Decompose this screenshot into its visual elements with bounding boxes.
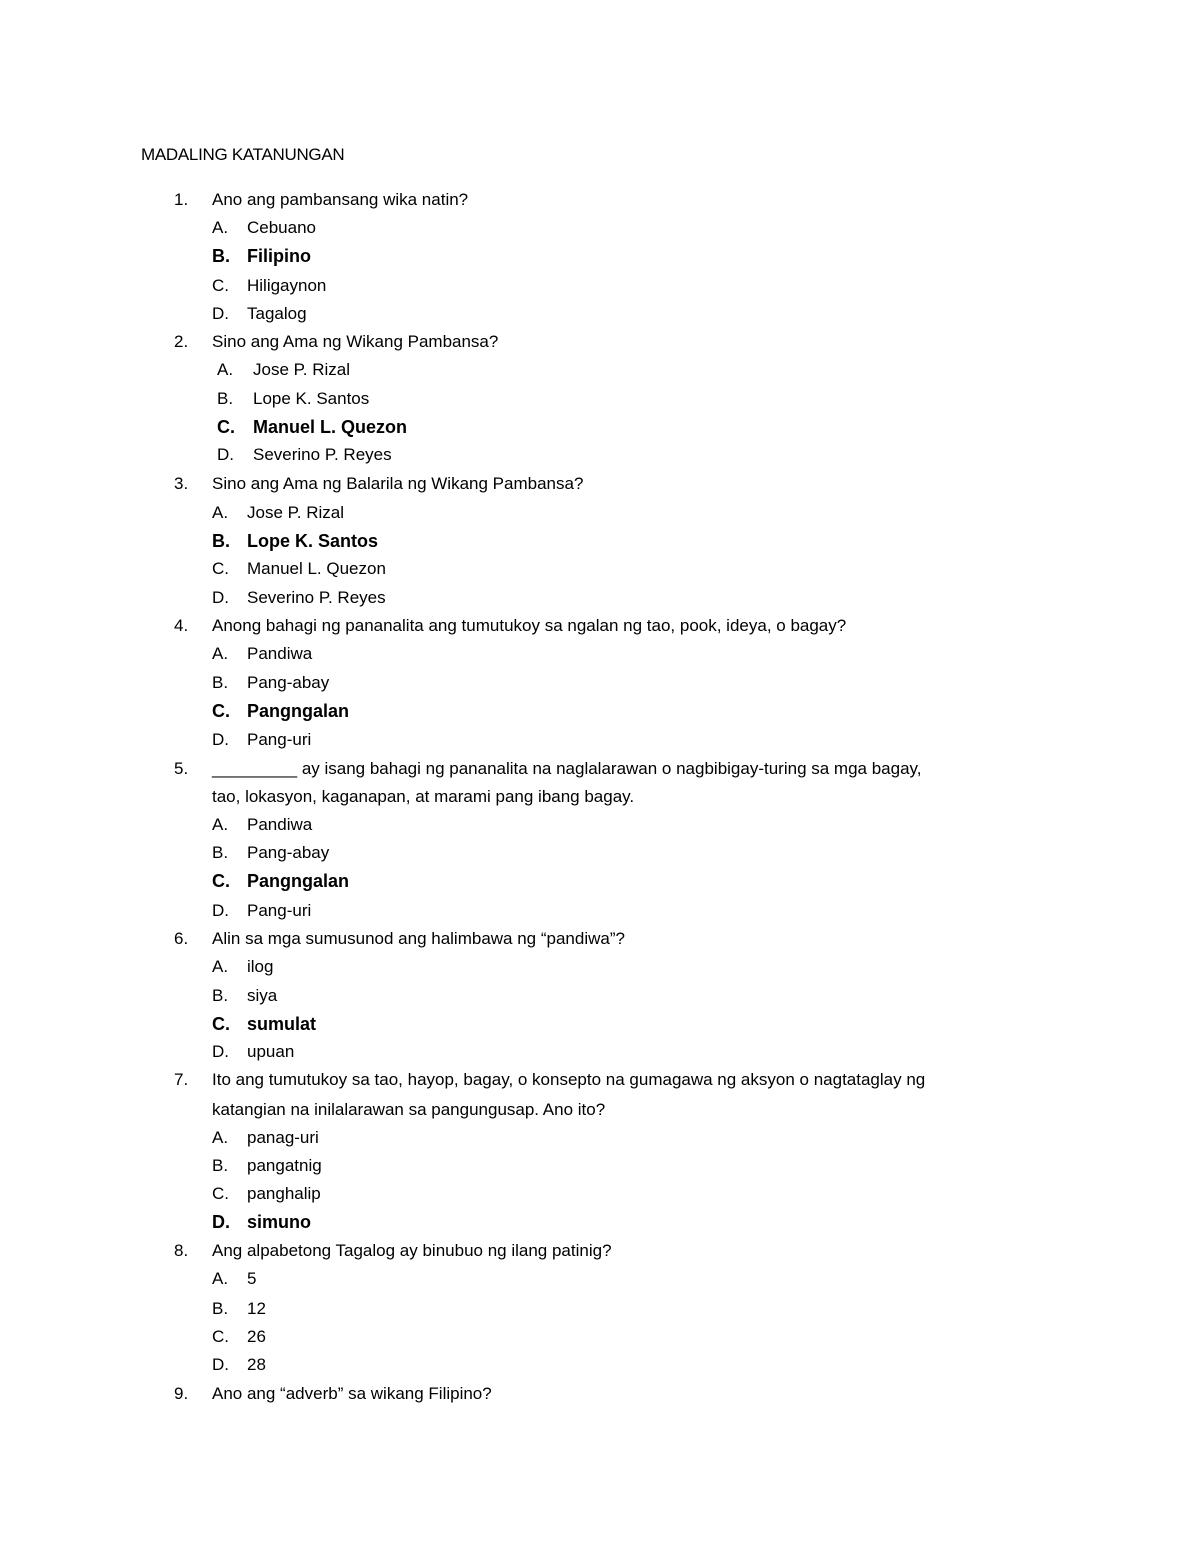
option-text: panghalip <box>247 1184 321 1203</box>
question-text: Sino ang Ama ng Wikang Pambansa? <box>212 332 499 351</box>
option-letter: A. <box>212 815 229 834</box>
question-number: 4. <box>174 616 189 635</box>
question-text: Alin sa mga sumusunod ang halimbawa ng “pandiwa”? <box>212 929 625 948</box>
question-text: Anong bahagi ng pananalita ang tumutukoy sa ngalan ng tao, pook, ideya, o bagay? <box>212 616 847 635</box>
option-text: Pang-abay <box>247 843 330 862</box>
option-letter: D. <box>212 1212 230 1232</box>
option-letter: B. <box>212 531 230 551</box>
option-letter: D. <box>212 304 229 323</box>
question-text: Ano ang pambansang wika natin? <box>212 190 469 209</box>
option-letter: B. <box>212 1156 229 1175</box>
option-letter: C. <box>212 871 230 891</box>
page-title: MADALING KATANUNGAN <box>141 145 345 164</box>
option-text: Cebuano <box>247 218 317 237</box>
option-text: siya <box>247 986 278 1005</box>
option-text: upuan <box>247 1042 295 1061</box>
question-number: 1. <box>174 190 189 209</box>
option-letter: C. <box>212 701 230 721</box>
question-text: Sino ang Ama ng Balarila ng Wikang Pambansa? <box>212 474 584 493</box>
question-number: 3. <box>174 474 189 493</box>
question-number: 7. <box>174 1070 189 1089</box>
option-letter: D. <box>212 1042 229 1061</box>
option-text: 5 <box>247 1269 257 1288</box>
option-text: Pandiwa <box>247 815 313 834</box>
option-text: Severino P. Reyes <box>247 588 386 607</box>
question-number: 6. <box>174 929 189 948</box>
option-text: pangatnig <box>247 1156 322 1175</box>
option-letter: D. <box>212 730 229 749</box>
option-text: Severino P. Reyes <box>253 445 392 464</box>
option-letter: C. <box>212 1014 230 1034</box>
option-letter: A. <box>212 644 229 663</box>
option-letter: C. <box>212 1327 229 1346</box>
option-letter: B. <box>212 986 229 1005</box>
option-letter: A. <box>217 360 234 379</box>
option-text: 26 <box>247 1327 266 1346</box>
option-text: Hiligaynon <box>247 276 327 295</box>
option-letter: B. <box>212 1299 229 1318</box>
option-letter: D. <box>212 1355 229 1374</box>
option-letter: D. <box>217 445 234 464</box>
option-letter: B. <box>212 843 229 862</box>
option-text: Jose P. Rizal <box>247 503 345 522</box>
option-letter: D. <box>212 588 229 607</box>
option-letter: C. <box>212 276 229 295</box>
option-text: Pang-uri <box>247 901 312 920</box>
question-number: 5. <box>174 759 189 778</box>
option-letter: A. <box>212 218 229 237</box>
option-text: Lope K. Santos <box>247 531 379 551</box>
option-letter: A. <box>212 503 229 522</box>
question-number: 9. <box>174 1384 189 1403</box>
option-text: Pang-abay <box>247 673 330 692</box>
option-text: 12 <box>247 1299 266 1318</box>
option-text: simuno <box>247 1212 312 1232</box>
question-text: Ano ang “adverb” sa wikang Filipino? <box>212 1384 492 1403</box>
option-letter: C. <box>212 559 229 578</box>
option-text: panag-uri <box>247 1128 319 1147</box>
option-text: Pangngalan <box>247 701 350 721</box>
question-text: Ito ang tumutukoy sa tao, hayop, bagay, o konsepto na gumagawa ng aksyon o nagtataglay ng <box>212 1070 926 1089</box>
question-text: _________ ay isang bahagi ng pananalita na naglalarawan o nagbibigay-turing sa mga bagay, <box>212 759 922 778</box>
option-letter: C. <box>217 417 235 437</box>
option-text: sumulat <box>247 1014 317 1034</box>
question-number: 8. <box>174 1241 189 1260</box>
option-text: Pang-uri <box>247 730 312 749</box>
option-text: Lope K. Santos <box>253 389 370 408</box>
option-text: Manuel L. Quezon <box>253 417 408 437</box>
option-letter: A. <box>212 1128 229 1147</box>
option-text: Jose P. Rizal <box>253 360 351 379</box>
option-letter: A. <box>212 1269 229 1288</box>
question-text: Ang alpabetong Tagalog ay binubuo ng ilang patinig? <box>212 1241 612 1260</box>
question-number: 2. <box>174 332 189 351</box>
option-letter: B. <box>212 246 230 266</box>
option-text: ilog <box>247 957 274 976</box>
option-letter: C. <box>212 1184 229 1203</box>
option-text: Pandiwa <box>247 644 313 663</box>
option-letter: D. <box>212 901 229 920</box>
question-text-continued: tao, lokasyon, kaganapan, at marami pang ibang bagay. <box>212 787 635 806</box>
option-letter: B. <box>212 673 229 692</box>
option-text: Filipino <box>247 246 311 266</box>
option-letter: B. <box>217 389 234 408</box>
option-text: Tagalog <box>247 304 307 323</box>
option-text: Manuel L. Quezon <box>247 559 386 578</box>
question-text-continued: katangian na inilalarawan sa pangungusap. Ano ito? <box>212 1100 606 1119</box>
option-text: Pangngalan <box>247 871 350 891</box>
option-letter: A. <box>212 957 229 976</box>
option-text: 28 <box>247 1355 266 1374</box>
